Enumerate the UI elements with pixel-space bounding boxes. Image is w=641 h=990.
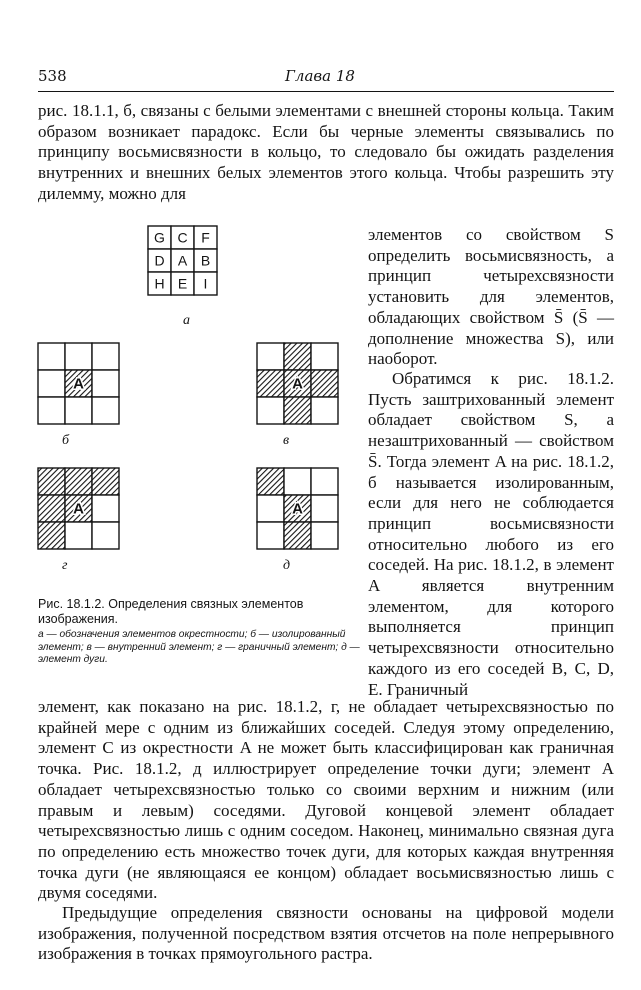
grid-a-label: A [177, 252, 188, 269]
chapter-title: Глава 18 [285, 67, 355, 85]
grid-d [257, 468, 338, 549]
sublabel-v: в [283, 433, 290, 448]
grid-g-cell [65, 468, 92, 495]
figure-legend: а — обозначения элементов окрестности; б — изолированный элемент; в — внутренний элемент; г — граничный элемент; д — элемент дуги. [38, 629, 360, 665]
grid-b-label: A [73, 375, 84, 393]
grid-v-cell [284, 343, 311, 370]
grid-v-label: A [292, 375, 303, 393]
paragraph-right-2: Обратимся к рис. 18.1.2. Пусть заштрихованный элемент обладает свойством S, а незаштрихованный — свойством S̄. Тогда элемент A на рис. 18.1.2, б называется изолированным, если для него не соблюдается принцип восьмисвязности относительно любого из его соседей. На рис. 18.1.2, в элемент A является внутренним элементом, для которого выполняется принцип четырехсвязности относительно каждого из его соседей B, C, D, E. Граничный [368, 369, 614, 699]
grid-d-cell [311, 495, 338, 522]
grid-a-label: H [154, 275, 165, 292]
grid-d-cell [257, 468, 284, 495]
grid-a-label: I [203, 275, 208, 292]
grid-a-label: E [177, 275, 188, 292]
grid-v [257, 343, 338, 424]
grid-b-cell [92, 397, 119, 424]
grid-g [38, 468, 119, 549]
grid-a-label: D [154, 252, 165, 269]
figure-caption: Рис. 18.1.2. Определения связных элементов изображения. [38, 597, 304, 626]
grid-v-cell [257, 370, 284, 397]
grid-g-cell [38, 495, 65, 522]
grid-g-cell [65, 522, 92, 549]
grid-d-cell [284, 522, 311, 549]
grid-v-cell [311, 343, 338, 370]
sublabel-b: б [62, 433, 70, 448]
paragraph-right-1: элементов со свойством S определить восьмисвязность, а принцип четырехсвязности установить для элементов, обладающих свойством S̄ (S̄ — дополнение множества S), или наоборот. [368, 225, 614, 369]
grid-d-label: A [292, 500, 303, 518]
grid-d-cell [284, 468, 311, 495]
grid-b-cell [65, 397, 92, 424]
grid-d-cell [311, 468, 338, 495]
grid-g-label: A [73, 500, 84, 518]
grid-b-cell [65, 343, 92, 370]
grid-v-cell [257, 343, 284, 370]
grid-g-cell [38, 468, 65, 495]
grid-v-cell [311, 370, 338, 397]
sublabel-d: д [283, 558, 291, 573]
grid-a-label: G [154, 229, 165, 246]
grid-b-cell [38, 370, 65, 397]
grid-d-cell [257, 522, 284, 549]
grid-d-cell [311, 522, 338, 549]
grid-b-cell [38, 397, 65, 424]
grid-a-label: C [177, 229, 188, 246]
page-number: 538 [38, 67, 67, 85]
sublabel-g: г [62, 558, 68, 573]
sublabel-a: а [183, 313, 190, 328]
grid-b-cell [38, 343, 65, 370]
grid-a-label: F [201, 229, 210, 246]
grid-g-cell [38, 522, 65, 549]
grid-b-cell [92, 343, 119, 370]
grid-g-cell [92, 495, 119, 522]
paragraph-top: рис. 18.1.1, б, связаны с белыми элементами с внешней стороны кольца. Таким образом возникает парадокс. Если бы черные элементы связывались по принципу восьмисвязности в кольцо, то следовало бы ожидать разделения внутренних и внешних белых элементов этого кольца. Чтобы разрешить эту дилемму, можно для [38, 101, 614, 203]
grid-v-cell [311, 397, 338, 424]
grid-v-cell [284, 397, 311, 424]
grid-g-cell [92, 522, 119, 549]
grid-b-cell [92, 370, 119, 397]
grid-v-cell [257, 397, 284, 424]
grid-g-cell [92, 468, 119, 495]
grid-b [38, 343, 119, 424]
paragraph-bottom-2: Предыдущие определения связности основаны на цифровой модели изображения, полученной посредством взятия отсчетов на поле непрерывного изображения в точках прямоугольного растра. [38, 903, 614, 964]
grid-a [148, 226, 217, 295]
grid-d-cell [257, 495, 284, 522]
grid-a-label: B [200, 252, 211, 269]
paragraph-bottom-1: элемент, как показано на рис. 18.1.2, г, не обладает четырехсвязностью по крайней мере с одним из ближайших соседей. Следуя этому определению, элемент C из окрестности A не может быть классифицирован как граничная точка. Рис. 18.1.2, д иллюстрирует определение точки дуги; элемент A обладает четырехсвязностью только со своими верхним и нижним (или правым и левым) соседями. Дуговой концевой элемент обладает четырехсвязностью лишь с одним соседом. Наконец, минимально связная дуга по определению есть множество точек дуги, для которых каждая внутренняя точка дуги (не являющаяся ее концом) обладает восьмисвязностью лишь с двумя соседями. [38, 697, 614, 903]
